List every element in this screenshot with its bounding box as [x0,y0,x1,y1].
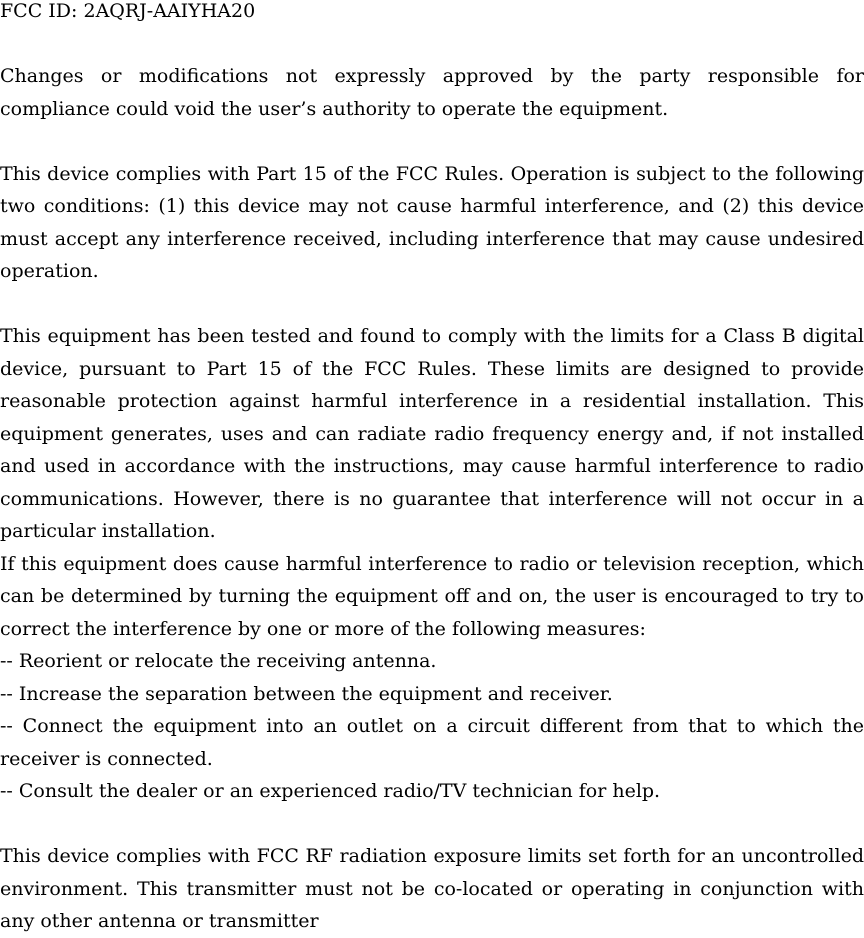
fcc-id-line: FCC ID: 2AQRJ-AAIYHA20 [0,0,256,22]
measure-item-reorient: -- Reorient or relocate the receiving antenna. [0,650,437,672]
interference-measures-intro: If this equipment does cause harmful interference to radio or television reception, which can be determined by turning the equipment off and on, the user is encouraged to try to correct the interference by one or more of the following measures: [0,552,864,640]
class-b-paragraph: This equipment has been tested and found to comply with the limits for a Class B digital device, pursuant to Part 15 of the FCC Rules. These limits are designed to provide reasonable protection against harmful interference in a residential installation. This equipment generates, uses and can radiate radio frequency energy and, if not installed and used in accordance with the instructions, may cause harmful interference to radio communications. However, there is no guarantee that interference will not occur in a particular installation. [0,325,864,542]
changes-warning-paragraph: Changes or modifications not expressly approved by the party responsible for compliance could void the user’s authority to operate the equipment. [0,65,864,120]
rf-exposure-paragraph: This device complies with FCC RF radiation exposure limits set forth for an uncontrolled environment. This transmitter must not be co-located or operating in conjunction with any other antenna or transmitter [0,845,864,932]
measure-item-consult-dealer: -- Consult the dealer or an experienced radio/TV technician for help. [0,780,661,802]
measure-item-increase-separation: -- Increase the separation between the equipment and receiver. [0,682,613,705]
measure-item-different-circuit: -- Connect the equipment into an outlet on a circuit different from that to which the receiver is connected. [0,715,864,770]
part15-compliance-paragraph: This device complies with Part 15 of the FCC Rules. Operation is subject to the following two conditions: (1) this device may not cause harmful interference, and (2) this device must accept any interference received, including interference that may cause undesired operation. [0,162,864,282]
